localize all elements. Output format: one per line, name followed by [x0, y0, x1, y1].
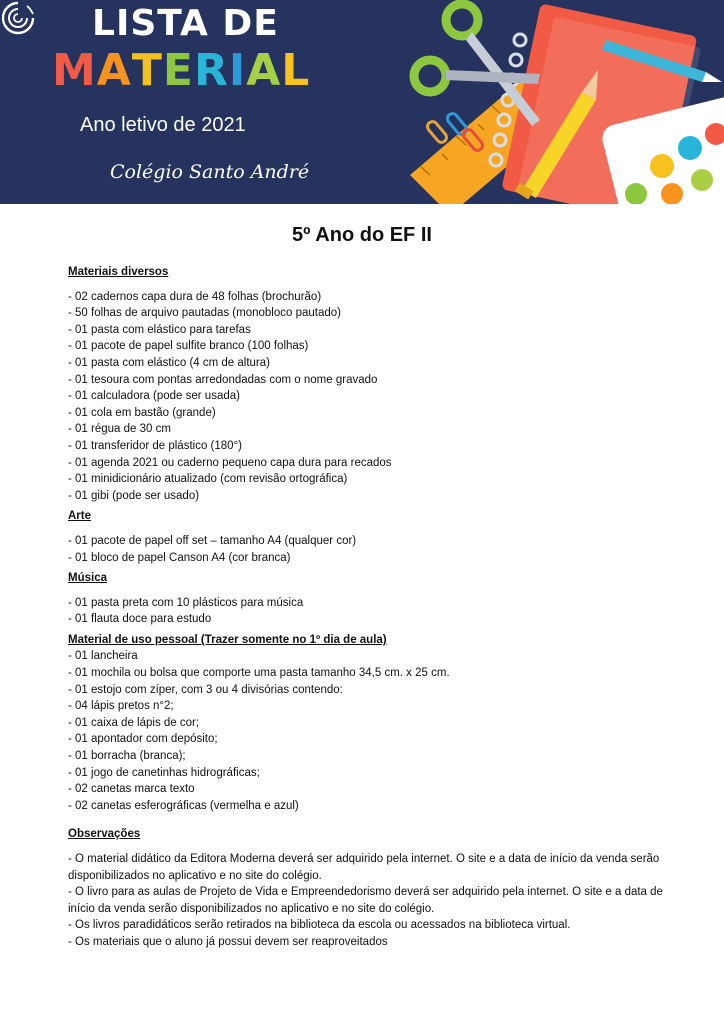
banner-title-letter: A — [246, 45, 282, 96]
list-item: - 01 flauta doce para estudo — [68, 613, 212, 626]
list-item: - 01 pasta com elástico para tarefas — [68, 323, 251, 336]
list-item: - 02 canetas marca texto — [68, 783, 195, 796]
section-heading: Materiais diversos — [68, 266, 169, 278]
list-item: - 01 jogo de canetinhas hidrográficas; — [68, 766, 260, 779]
banner-title-letter: A — [96, 45, 132, 96]
list-item: - 01 gibi (pode ser usado) — [68, 489, 200, 502]
list-item: - Os materiais que o aluno já possui devem ser reaproveitados — [68, 935, 388, 948]
list-item: - 01 minidicionário atualizado (com revisão ortográfica) — [68, 473, 348, 486]
list-item: - 01 régua de 30 cm — [68, 423, 171, 436]
list-item: - 01 pasta com elástico (4 cm de altura) — [68, 356, 270, 369]
list-item: - 02 canetas esferográficas (vermelha e azul) — [68, 799, 299, 812]
list-item: - O livro para as aulas de Projeto de Vida e Empreendedorismo deverá ser adquirido pela internet. O site e a data de início da venda serão disponibilizados no aplicativo e no site do colégio. — [68, 886, 663, 915]
list-item: - 01 tesoura com pontas arredondadas com o nome gravado — [68, 373, 378, 386]
banner-title-letter: T — [131, 45, 163, 96]
banner-title-line1: LISTA DE — [92, 3, 279, 44]
list-item: - 02 cadernos capa dura de 48 folhas (brochurão) — [68, 290, 322, 303]
header-banner — [0, 0, 724, 204]
section-heading: Material de uso pessoal (Trazer somente no 1º dia de aula) — [68, 633, 387, 646]
material-list — [68, 264, 668, 951]
section-heading: Música — [68, 572, 107, 585]
list-item: - 01 mochila ou bolsa que comporte uma pasta tamanho 34,5 cm. x 25 cm. — [68, 667, 450, 680]
list-item: - 01 bloco de papel Canson A4 (cor branca) — [68, 551, 291, 564]
list-item: - 01 cola em bastão (grande) — [68, 406, 216, 419]
banner-title-line2 — [52, 42, 310, 100]
list-item: - 01 estojo com zíper, com 3 ou 4 divisórias contendo: — [68, 683, 343, 696]
banner-title-letter: E — [162, 45, 194, 96]
list-item: - 01 caixa de lápis de cor; — [68, 716, 200, 729]
list-item: - 01 lancheira — [68, 650, 138, 663]
list-item: - Os livros paradidáticos serão retirados na biblioteca da escola ou acessados na biblioteca virtual. — [68, 919, 571, 932]
list-item: - 01 pacote de papel off set – tamanho A4 (qualquer cor) — [68, 534, 357, 547]
list-item: - 01 pasta preta com 10 plásticos para música — [68, 596, 304, 609]
banner-title-letter: M — [52, 45, 97, 96]
banner-title-letter: I — [228, 45, 247, 96]
list-item: - 01 borracha (branca); — [68, 750, 186, 763]
list-item: - 50 folhas de arquivo pautadas (monobloco pautado) — [68, 307, 341, 320]
banner-title-letter: L — [281, 45, 311, 96]
banner-title-letter: R — [193, 45, 229, 96]
list-item: - 04 lápis pretos n°2; — [68, 700, 174, 713]
list-item: - 01 calculadora (pode ser usada) — [68, 390, 240, 403]
banner-subtitle: Ano letivo de 2021 — [80, 114, 246, 136]
document-title: 5º Ano do EF II — [292, 224, 432, 246]
section-heading: Observações — [68, 828, 141, 841]
section-heading: Arte — [68, 510, 92, 523]
list-item: - 01 pacote de papel sulfite branco (100 folhas) — [68, 340, 309, 353]
list-item: - 01 agenda 2021 ou caderno pequeno capa dura para recados — [68, 456, 392, 469]
list-item: - 01 apontador com depósito; — [68, 733, 218, 746]
list-item: - 01 transferidor de plástico (180°) — [68, 439, 242, 452]
school-name: Colégio Santo André — [110, 161, 310, 183]
school-logo-icon — [0, 0, 36, 36]
list-item: - O material didático da Editora Moderna deverá ser adquirido pela internet. O site e a data de início da venda serão disponibilizados no aplicativo e no site do colégio. — [68, 853, 660, 882]
